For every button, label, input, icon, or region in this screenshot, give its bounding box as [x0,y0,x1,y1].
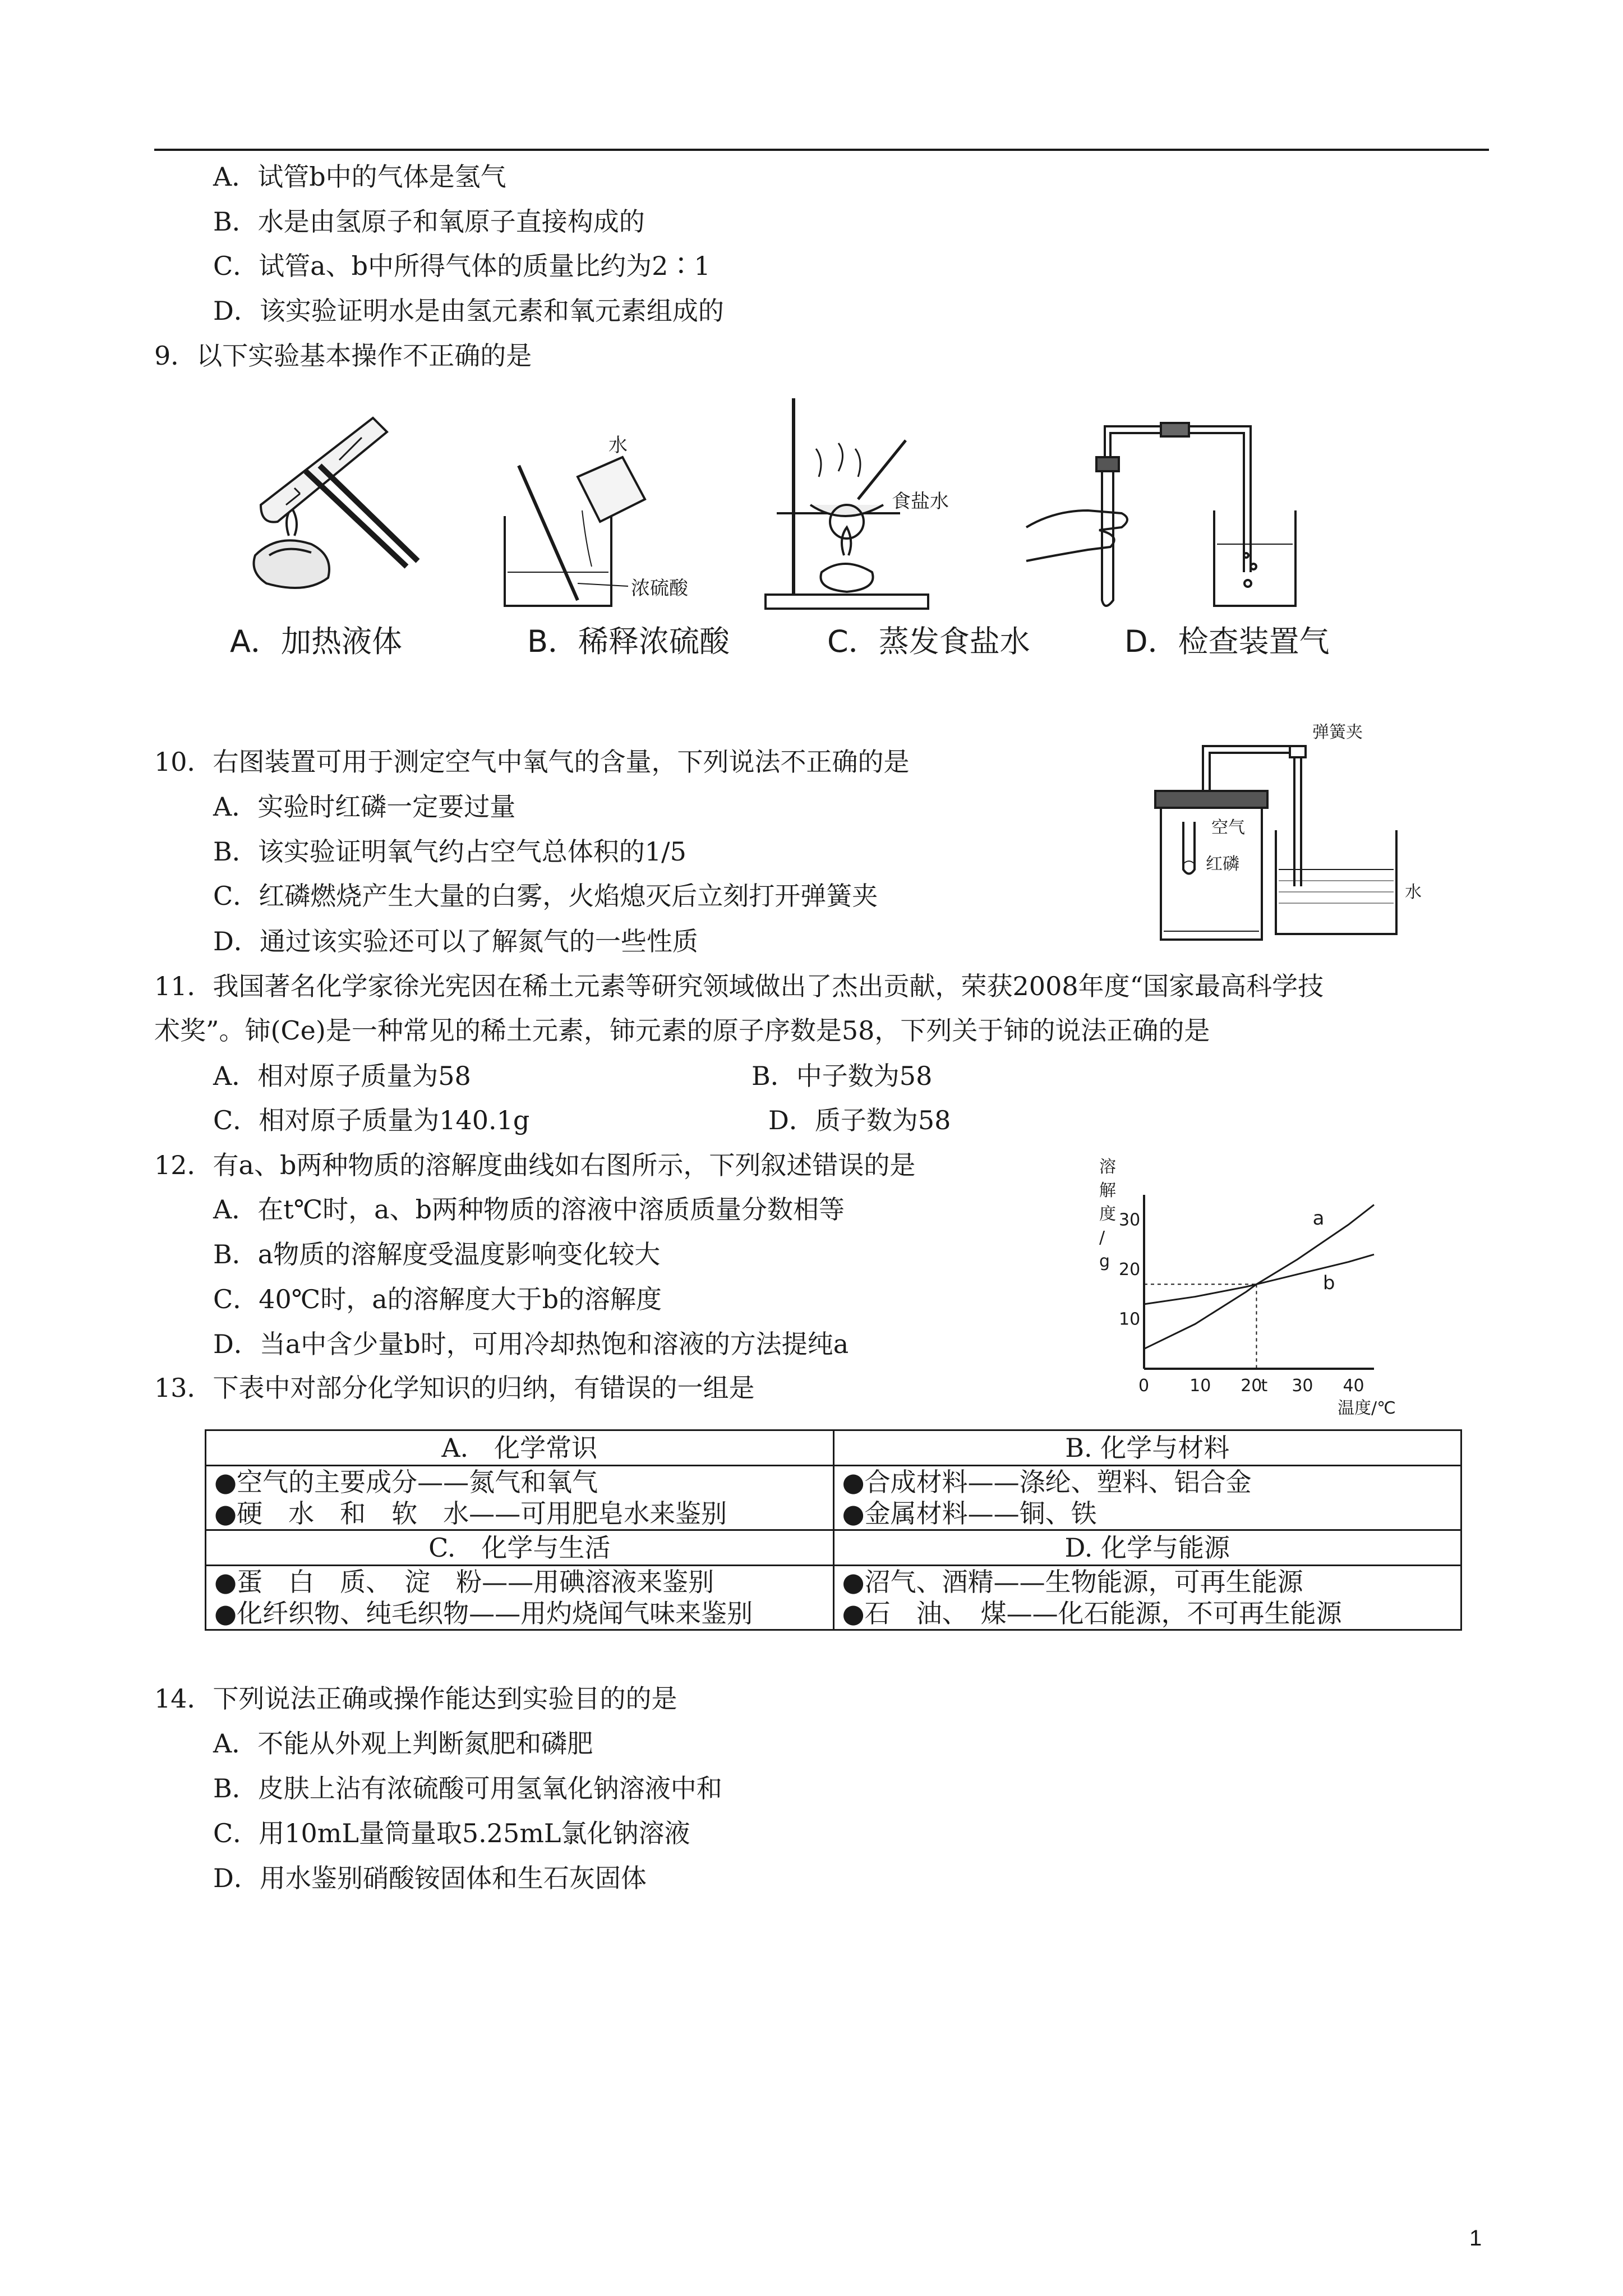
x-tick-label: 20 [1241,1376,1262,1396]
series-a-line [1144,1205,1374,1349]
q9-caption-c: C．蒸发食盐水 [827,624,1030,659]
y-tick-label: 30 [1119,1210,1141,1230]
series-b-line [1144,1254,1374,1304]
q14-option-a: A．不能从外观上判断氮肥和磷肥 [213,1728,593,1759]
q11-stem-line2: 术奖”。铈(Ce)是一种常见的稀土元素，铈元素的原子序数是58，下列关于铈的说法正确的是 [154,1015,1210,1046]
cell-d-line-2: ● 石 油、 煤——化石能源，不可再生能源 [842,1598,1453,1629]
cell-a-line-2: ● 硬 水 和 软 水——可用肥皂水来鉴别 [214,1498,825,1529]
q9-caption-b: B．稀释浓硫酸 [527,624,730,659]
y-axis-label-char: 溶 [1099,1157,1116,1177]
q10-option-a: A．实验时红磷一定要过量 [213,792,516,822]
q11-option-c: C．相对原子质量为140.1g [213,1105,530,1135]
figure-oxygen-apparatus [1150,724,1464,948]
q10-option-b: B．该实验证明氧气约占空气总体积的1/5 [213,836,686,867]
q11-option-d: D．质子数为58 [768,1105,951,1135]
cell-d-content [833,1566,1461,1630]
cell-d-title: D. 化学与能源 [833,1530,1461,1566]
x-tick-label: t [1261,1376,1268,1396]
y-axis-label-char: 解 [1099,1181,1116,1200]
solubility-chart [1082,1150,1430,1419]
q13-stem: 13．下表中对部分化学知识的归纳，有错误的一组是 [154,1373,755,1403]
cell-a-content [206,1466,834,1530]
q8-option-c: C．试管a、b中所得气体的质量比约为2∶1 [213,251,711,281]
y-tick-label: 20 [1119,1259,1141,1280]
x-tick-label: 30 [1292,1376,1313,1396]
q9-caption-d: D．检查装置气 [1124,624,1330,659]
y-tick-label: 10 [1119,1309,1141,1329]
cell-a-title: A. 化学常识 [206,1430,834,1466]
q12-option-c: C．40℃时，a的溶解度大于b的溶解度 [213,1284,662,1314]
q12-stem: 12．有a、b两种物质的溶解度曲线如右图所示，下列叙述错误的是 [154,1150,916,1180]
q11-option-b: B．中子数为58 [751,1061,933,1091]
figure-airtightness [1021,415,1312,617]
x-tick-label: 10 [1189,1376,1211,1396]
cell-c-content [206,1566,834,1630]
q14-option-c: C．用10mL量筒量取5.25mL氯化钠溶液 [213,1818,690,1848]
cell-c-line-1: ● 蛋 白 质、 淀 粉——用碘溶液来鉴别 [214,1566,825,1598]
label-salt-water: 食盐水 [892,490,949,513]
q10-option-c: C．红磷燃烧产生大量的白雾，火焰熄灭后立刻打开弹簧夹 [213,881,878,911]
label-water-beaker: 水 [1405,882,1422,902]
knowledge-table [205,1429,1462,1631]
cell-c-title: C. 化学与生活 [206,1530,834,1566]
x-tick-label: 40 [1343,1376,1364,1396]
page-number: 1 [1469,2226,1482,2251]
cell-b-title: B. 化学与材料 [833,1430,1461,1466]
figure-dilute-acid [494,432,740,617]
cell-c-line-2: ● 化纤织物、纯毛织物——用灼烧闻气味来鉴别 [214,1598,825,1629]
label-air: 空气 [1211,818,1245,838]
label-acid: 浓硫酸 [631,577,688,600]
series-b-label: b [1322,1272,1335,1295]
q14-option-b: B．皮肤上沾有浓硫酸可用氢氧化钠溶液中和 [213,1773,722,1803]
cell-b-line-1: ● 合成材料——涤纶、塑料、铝合金 [842,1466,1453,1498]
cell-d-line-1: ● 沼气、酒精——生物能源，可再生能源 [842,1566,1453,1598]
q9-stem: 9．以下实验基本操作不正确的是 [154,341,532,371]
q10-stem: 10．右图装置可用于测定空气中氧气的含量，下列说法不正确的是 [154,747,910,777]
header-rule [154,149,1489,151]
cell-b-content [833,1466,1461,1530]
q8-option-d: D．该实验证明水是由氢元素和氧元素组成的 [213,296,724,326]
q12-option-a: A．在t℃时，a、b两种物质的溶液中溶质质量分数相等 [213,1194,845,1225]
q11-option-a: A．相对原子质量为58 [213,1061,471,1091]
x-axis-label: 温度/℃ [1338,1398,1396,1418]
label-clamp: 弹簧夹 [1312,724,1363,742]
label-water: 水 [608,434,628,457]
x-tick-label: 0 [1138,1376,1150,1396]
label-phosphorus: 红磷 [1206,854,1239,874]
q10-option-d: D．通过该实验还可以了解氮气的一些性质 [213,926,698,956]
series-a-label: a [1312,1207,1325,1230]
cell-b-line-2: ● 金属材料——铜、铁 [842,1498,1453,1529]
q8-option-a: A．试管b中的气体是氢气 [213,162,506,192]
q8-option-b: B．水是由氢原子和氧原子直接构成的 [213,206,645,237]
cell-a-line-1: ● 空气的主要成分——氮气和氧气 [214,1466,825,1498]
q14-stem: 14．下列说法正确或操作能达到实验目的的是 [154,1683,677,1714]
y-axis-label-char: g [1099,1251,1110,1271]
figure-evaporation [760,393,995,617]
q9-caption-a: A．加热液体 [230,624,402,659]
y-axis-label-char: 度 [1099,1204,1116,1224]
q12-option-d: D．当a中含少量b时，可用冷却热饱和溶液的方法提纯a [213,1329,849,1359]
q11-stem-line1: 11．我国著名化学家徐光宪因在稀土元素等研究领域做出了杰出贡献，荣获2008年度“国家最高科学技 [154,971,1324,1001]
q12-option-b: B．a物质的溶解度受温度影响变化较大 [213,1239,661,1269]
y-axis-label-char: / [1099,1228,1105,1248]
q14-option-d: D．用水鉴别硝酸铵固体和生石灰固体 [213,1863,647,1893]
figure-heating-liquid [222,393,457,623]
